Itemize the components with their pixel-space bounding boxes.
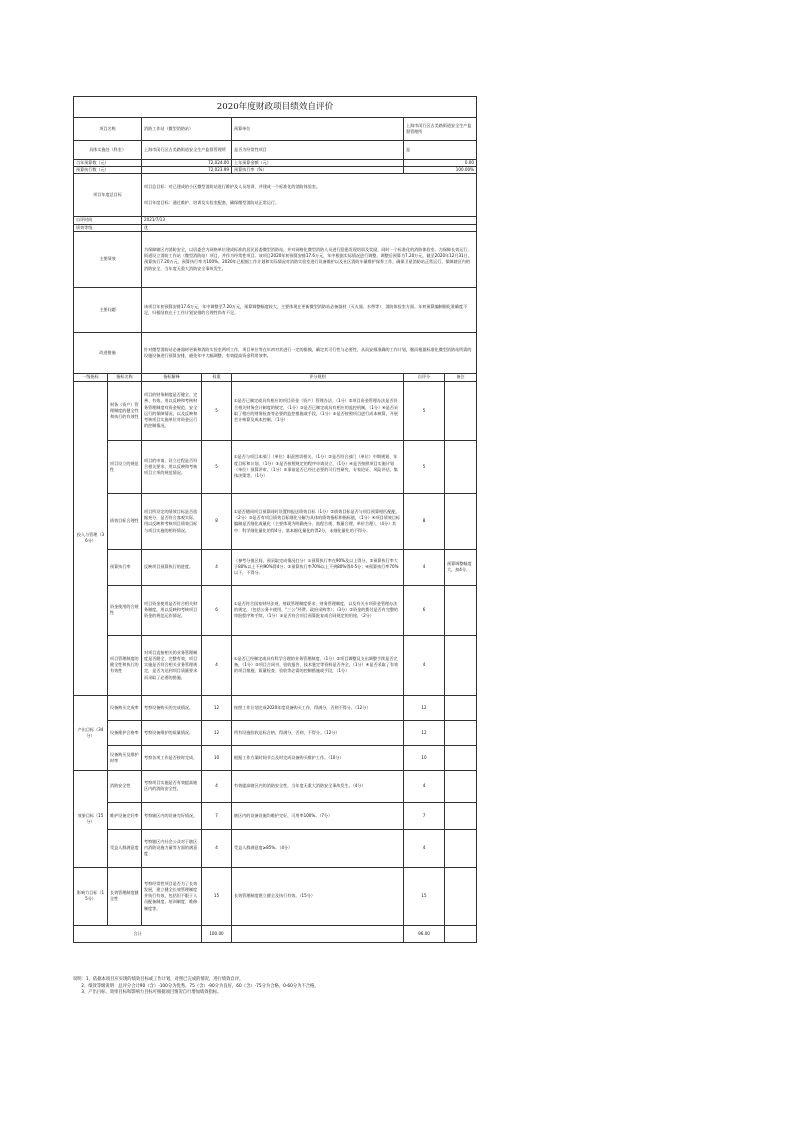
indicator-remark bbox=[445, 829, 477, 867]
dept-label: 具体实施处（科室） bbox=[74, 141, 142, 160]
table-row bbox=[74, 549, 477, 585]
recurring-label: 是否为经常性项目 bbox=[232, 141, 404, 160]
indicator-explain: 项目的申请、设立过程是否符合相关要求，用以反映和考核项目立项的规范情况。 bbox=[142, 440, 202, 493]
eval-date-value: 2021/7/13 bbox=[142, 217, 477, 224]
recurring-value: 是 bbox=[404, 141, 477, 160]
indicator-rule: 辖区内的设备设施均维护完好，可用率100%。（7分） bbox=[232, 802, 404, 829]
problems-value: 该项目年初预算安排17.6万元，年中调整至7.20万元，预算调整幅度较大，主要体现在更新微型消防站必备器材（灭火器、水带等）、消防体验室方面。年初预算编制细化准确度不足，归根结底在于工作计划安排的合理性尚有不足。 bbox=[142, 287, 477, 332]
indicator-weight: 4 bbox=[202, 829, 232, 867]
total-score: 96.00 bbox=[404, 925, 445, 942]
indicator-score: 6 bbox=[404, 585, 445, 635]
total-label: 合计 bbox=[74, 925, 202, 942]
indicator-weight: 15 bbox=[202, 867, 232, 925]
dept-value: 上海市闵行区古美路街道安全生产监督管理所 bbox=[142, 141, 232, 160]
indicator-remark bbox=[445, 695, 477, 720]
indicator-remark bbox=[445, 802, 477, 829]
indicator-explain: 项目所设定的绩效目标是否依据充分，是否符合客观实际，用以反映和考核项目绩效目标与项目实施的相符情况。 bbox=[142, 493, 202, 549]
measures-label: 改进措施 bbox=[74, 332, 142, 373]
indicator-explain: 考察各项工作是否按时完成。 bbox=[142, 745, 202, 770]
indicator-name: 绩效目标合理性 bbox=[108, 493, 142, 549]
indicator-remark bbox=[445, 635, 477, 695]
table-row bbox=[74, 802, 477, 829]
indicator-score: 4 bbox=[404, 770, 445, 802]
indicator-score: 12 bbox=[404, 695, 445, 720]
budget-unit-value: 上海市闵行区古美路街道安全生产监督管理所 bbox=[404, 118, 477, 141]
grade-label: 绩效等级 bbox=[74, 224, 142, 231]
grade-value: 优 bbox=[142, 224, 477, 231]
table-row bbox=[74, 585, 477, 635]
exec-amount-value: 72,023.99 bbox=[142, 167, 232, 174]
indicator-score: 15 bbox=[404, 867, 445, 925]
table-row bbox=[74, 695, 477, 720]
project-name-value: 消防工作站（微型消防站） bbox=[142, 118, 232, 141]
indicator-remark bbox=[445, 493, 477, 549]
indicator-remark bbox=[445, 440, 477, 493]
evaluation-sheet bbox=[73, 96, 476, 943]
evaluation-table bbox=[73, 96, 477, 943]
total-remark-blank bbox=[445, 925, 477, 942]
indicator-weight: 4 bbox=[202, 549, 232, 585]
table-row bbox=[74, 635, 477, 695]
indicator-name: 设备购买及维护时率 bbox=[108, 745, 142, 770]
indicator-weight: 5 bbox=[202, 381, 232, 440]
indicator-name: 受益人群满意度 bbox=[108, 829, 142, 867]
project-name-label: 项目名称 bbox=[74, 118, 142, 141]
indicator-remark bbox=[445, 867, 477, 925]
indicator-weight: 7 bbox=[202, 802, 232, 829]
indicator-rule: 按照工作计划完成2020年度设备购买工作，得满分，否则不得分。（12分） bbox=[232, 695, 404, 720]
indicator-explain: 考察经常性项目是否为了长效发展，建立健全长效管理制度并执行有效，包括但不限于人员配备制度、培训制度、维修制度等。 bbox=[142, 867, 202, 925]
header-explain: 指标解释 bbox=[142, 373, 202, 381]
indicator-explain: 考察辖区内的设备完好情况。 bbox=[142, 802, 202, 829]
indicator-explain: 对项目直接相关的业务管理制度是否健全，完整有效，项目实施是否符合相关业务管理规定，是否为达到项目质量要求而采取了必要的措施。 bbox=[142, 635, 202, 695]
indicator-rule: ①是否符合国家财经法规、财政管理制度要求、财务管理制度，以及有关专项资金管理办法的规定，（包括公务卡使用、“三公”经费、政府采购等）；（3分）②资金的拨付是否有完整的审批程序和手续，（1分）③是否符合项目预算批复或合同规定的用途，（2分） bbox=[232, 585, 404, 635]
indicator-weight: 12 bbox=[202, 695, 232, 720]
indicator-name: 维护设备完好率 bbox=[108, 802, 142, 829]
indicator-explain: 项目的财务制度是否健全、完善、有效，用以反映和考核财务管理制度对资金规范、安全运行的保障情况，以及反映和考核项目实施单位对资金运行的控制情况。 bbox=[142, 381, 202, 440]
indicator-remark bbox=[445, 770, 477, 802]
footnote-line: 3、产出目标、效果目标和影响力目标可根据项目情况自行增加绩效指标。 bbox=[73, 990, 222, 996]
indicator-score: 7 bbox=[404, 802, 445, 829]
goal-annual: 项目年度目标：通过维护、培训及实验室配套，确保微型消防站正常运行。 bbox=[144, 200, 280, 206]
indicator-weight: 4 bbox=[202, 770, 232, 802]
indicator-rule: 根据工作方案时间节点及时完成设备购买维护工作。（10分） bbox=[232, 745, 404, 770]
indicator-score: 10 bbox=[404, 745, 445, 770]
performance-label: 主要绩效 bbox=[74, 231, 142, 287]
indicator-name: 设备购买完成率 bbox=[108, 695, 142, 720]
header-level1: 一级指标 bbox=[74, 373, 108, 381]
indicator-explain: 项目资金使用是否符合相关财务制度，用以反映和考核项目资金的规范运作情况。 bbox=[142, 585, 202, 635]
exec-rate-value: 100.00% bbox=[404, 167, 477, 174]
indicator-rule: 受益人群满意度≥85%。（4分） bbox=[232, 829, 404, 867]
indicator-name: 项目管理制度的健全性和执行的有效性 bbox=[108, 635, 142, 695]
indicator-rule: 所有设施验收达标合格，得满分，否则，不得分。（12分） bbox=[232, 720, 404, 745]
performance-value: 为保障辖区内消防安全，以居委会为网格单位建成标准的居民居委微型消防站，并对网格化微型消防人员进行隐患发现培训及奖励，同时一个标准化的消防体验室。为保障长效运行，街道设立消防工作站（微型消防站）项目，并作为经常性项目。该项目2020年初预算安排17.6万元，年中根据实际情况进行调整，调整后预算为7.20万元，截至2020年12月31日，预算执行7.20万元，预算执行率为100%。2020年已根据工作计划和实际情况对消防实验室进行设备维护以及社区消防车量维护保养工作，确保卫星消防站正常运行，保障辖区内的消防安全，当年度无重大消防安全事故发生。 bbox=[142, 231, 477, 287]
indicator-score: 5 bbox=[404, 381, 445, 440]
header-rule: 评分规则 bbox=[232, 373, 404, 381]
budget-unit-label: 预算单位 bbox=[232, 118, 404, 141]
group-label: 产出目标（34分） bbox=[74, 695, 108, 770]
table-row bbox=[74, 867, 477, 925]
header-level2: 指标名称 bbox=[108, 373, 142, 381]
indicator-remark bbox=[445, 745, 477, 770]
indicator-rule: ①是否随同项目预算同时设置和报送绩效目标（1分）②绩效目标是否与项目预算相匹配配，（2分）③是否有项目绩效目标细化分解为具体的绩效指标和指标值，（1分）④项目绩效目标编制是否细化或量化（主要体现为明确充分、流程合规、数量合理，单价合理），（4分）其中：科学细化量化的得4分，基本细化量化的得2分，未细化量化的不得分。 bbox=[232, 493, 404, 549]
indicator-remark: 预算调整幅度大，扣4分。 bbox=[445, 549, 477, 585]
indicator-weight: 12 bbox=[202, 720, 232, 745]
indicator-score: 8 bbox=[404, 493, 445, 549]
table-row bbox=[74, 829, 477, 867]
goal-value bbox=[142, 174, 477, 217]
indicator-header-row bbox=[74, 373, 477, 381]
indicator-name: 消防安全性 bbox=[108, 770, 142, 802]
table-row bbox=[74, 440, 477, 493]
header-weight: 权重 bbox=[202, 373, 232, 381]
indicator-explain: 反映项目预算执行的进度。 bbox=[142, 549, 202, 585]
indicator-name: 预算执行率 bbox=[108, 549, 142, 585]
indicator-weight: 5 bbox=[202, 440, 232, 493]
footnote-line: 说明：1、依据本项目应实现的绩效目标或工作计划，对照已完成的情况，进行绩效自评。 bbox=[73, 977, 244, 982]
indicator-explain: 考察设备维护的质量情况。 bbox=[142, 720, 202, 745]
budget-label: 当年预算数（元） bbox=[74, 160, 142, 167]
header-remark: 备注 bbox=[445, 373, 477, 381]
indicator-weight: 10 bbox=[202, 745, 232, 770]
indicator-rule: ①是否已经制定或具有科学合理的业务管理制度，（1分）②项目调整及支出调整手续是否完备，（1分）③项目合同书、验收报告、技术鉴定等资料是否齐全，（1分）④是否采取了有效的项目措施，质量检查、验收等必需的控制措施或手段，（1分） bbox=[232, 635, 404, 695]
indicator-weight: 4 bbox=[202, 635, 232, 695]
problems-label: 主要问题 bbox=[74, 287, 142, 332]
indicator-rule: （参考分值区间，预采取完成情况打分）①预算执行率在90%及以上得分，②预算执行率大于80%以上不到90%得4分；③预算执行率70%以上不到80%得4-5分；④预算执行率70%以下，不得分。 bbox=[232, 549, 404, 585]
indicator-name: 财务（资产）管理制度的健全性和执行的有效性 bbox=[108, 381, 142, 440]
indicator-name: 项目设立的规范性 bbox=[108, 440, 142, 493]
total-weight: 100.00 bbox=[202, 925, 232, 942]
indicator-rule: 有效提高辖区内的消防安全性，当年度无重大消防安全事故发生。（4分） bbox=[232, 770, 404, 802]
group-label: 影响力目标（15分） bbox=[74, 867, 108, 925]
table-row bbox=[74, 720, 477, 745]
measures-value: 针对微型消防站必备器材更新和消防实验室两项工作，项目单位等在年初对其进行一定的排摸，确定其可行性与必要性，从而安排准确的工作计划，继而根据标准化微型消防站所需的设施设备进行预算安排，避免年中大幅调整，有效提高资金利用效率。 bbox=[142, 332, 477, 373]
indicator-name: 长效管理制度健全性 bbox=[108, 867, 142, 925]
footnote-line: 2、绩效等级说明：总评分合计90（含）-100分为优秀，75（含）-90分为良好，60（含）-75分为合格，0-60分为不合格。 bbox=[73, 983, 319, 989]
carryover-value: 0.00 bbox=[404, 160, 477, 167]
indicator-rule: ①是否与项目本部门（单位）职责密切相关，（1分）②是否符合部门（单位）中期规划、年度目标和计划，（1分）③是否按照规定的程序申请设立，（1分）④是否按照项目实施计划（单位）预算评审，（1分）⑤事前是否已经过必要的可行性研究、专家论证、风险评估、集体决策等。（1分） bbox=[232, 440, 404, 493]
indicator-name: 设备维护合格率 bbox=[108, 720, 142, 745]
indicator-weight: 8 bbox=[202, 493, 232, 549]
table-row bbox=[74, 493, 477, 549]
group-label: 投入与管理（36分） bbox=[74, 381, 108, 695]
indicator-name: 资金使用的合规性 bbox=[108, 585, 142, 635]
indicator-score: 4 bbox=[404, 635, 445, 695]
indicator-rule: ①是否已制定或具有相应的项目资金（资产）管理办法，（1分）②项目资金管理办法是否符合相关财务会计制度的规定，（1分）③是否已制定或具有相应的监控机制，（1分）④是否采取了相应的财务检查等必要的监控措施或手段，（1分）⑤是否按照项目进行成本核算，开展会计核算及成本控制。（1分） bbox=[232, 381, 404, 440]
indicator-remark bbox=[445, 720, 477, 745]
indicator-explain: 考察设备购买的完成情况。 bbox=[142, 695, 202, 720]
indicator-score: 4 bbox=[404, 829, 445, 867]
carryover-label: 上年预算金额（元） bbox=[232, 160, 404, 167]
page-title: 2020年度财政项目绩效自评价 bbox=[74, 97, 477, 118]
indicator-explain: 考察辖区内社会公众对于辖区内消防设施力量等方面的满意度 bbox=[142, 829, 202, 867]
header-score: 自评分 bbox=[404, 373, 445, 381]
total-row bbox=[74, 925, 477, 942]
goal-overall: 项目总目标：对已建成的小区微型消防站进行维护及人员培训，并建成一个标准化的消防体验室。 bbox=[144, 184, 321, 190]
goal-label: 项目年度总目标 bbox=[74, 174, 142, 217]
indicator-rule: 长效管理制度建立健全及执行有效。（15分） bbox=[232, 867, 404, 925]
exec-amount-label: 预算执行数（元） bbox=[74, 167, 142, 174]
indicator-score: 5 bbox=[404, 440, 445, 493]
indicator-remark bbox=[445, 585, 477, 635]
exec-rate-label: 预算执行率（%） bbox=[232, 167, 404, 174]
footnotes bbox=[73, 977, 476, 997]
total-rule-blank bbox=[232, 925, 404, 942]
table-row bbox=[74, 381, 477, 440]
indicator-weight: 6 bbox=[202, 585, 232, 635]
group-label: 效果目标（15分） bbox=[74, 770, 108, 867]
budget-value: 72,024.00 bbox=[142, 160, 232, 167]
indicator-score: 4 bbox=[404, 549, 445, 585]
eval-date-label: 自评时间 bbox=[74, 217, 142, 224]
indicator-remark bbox=[445, 381, 477, 440]
table-row bbox=[74, 770, 477, 802]
indicator-explain: 考察项目实施是否有效提高辖区内的消防安全性。 bbox=[142, 770, 202, 802]
table-row bbox=[74, 745, 477, 770]
indicator-score: 12 bbox=[404, 720, 445, 745]
